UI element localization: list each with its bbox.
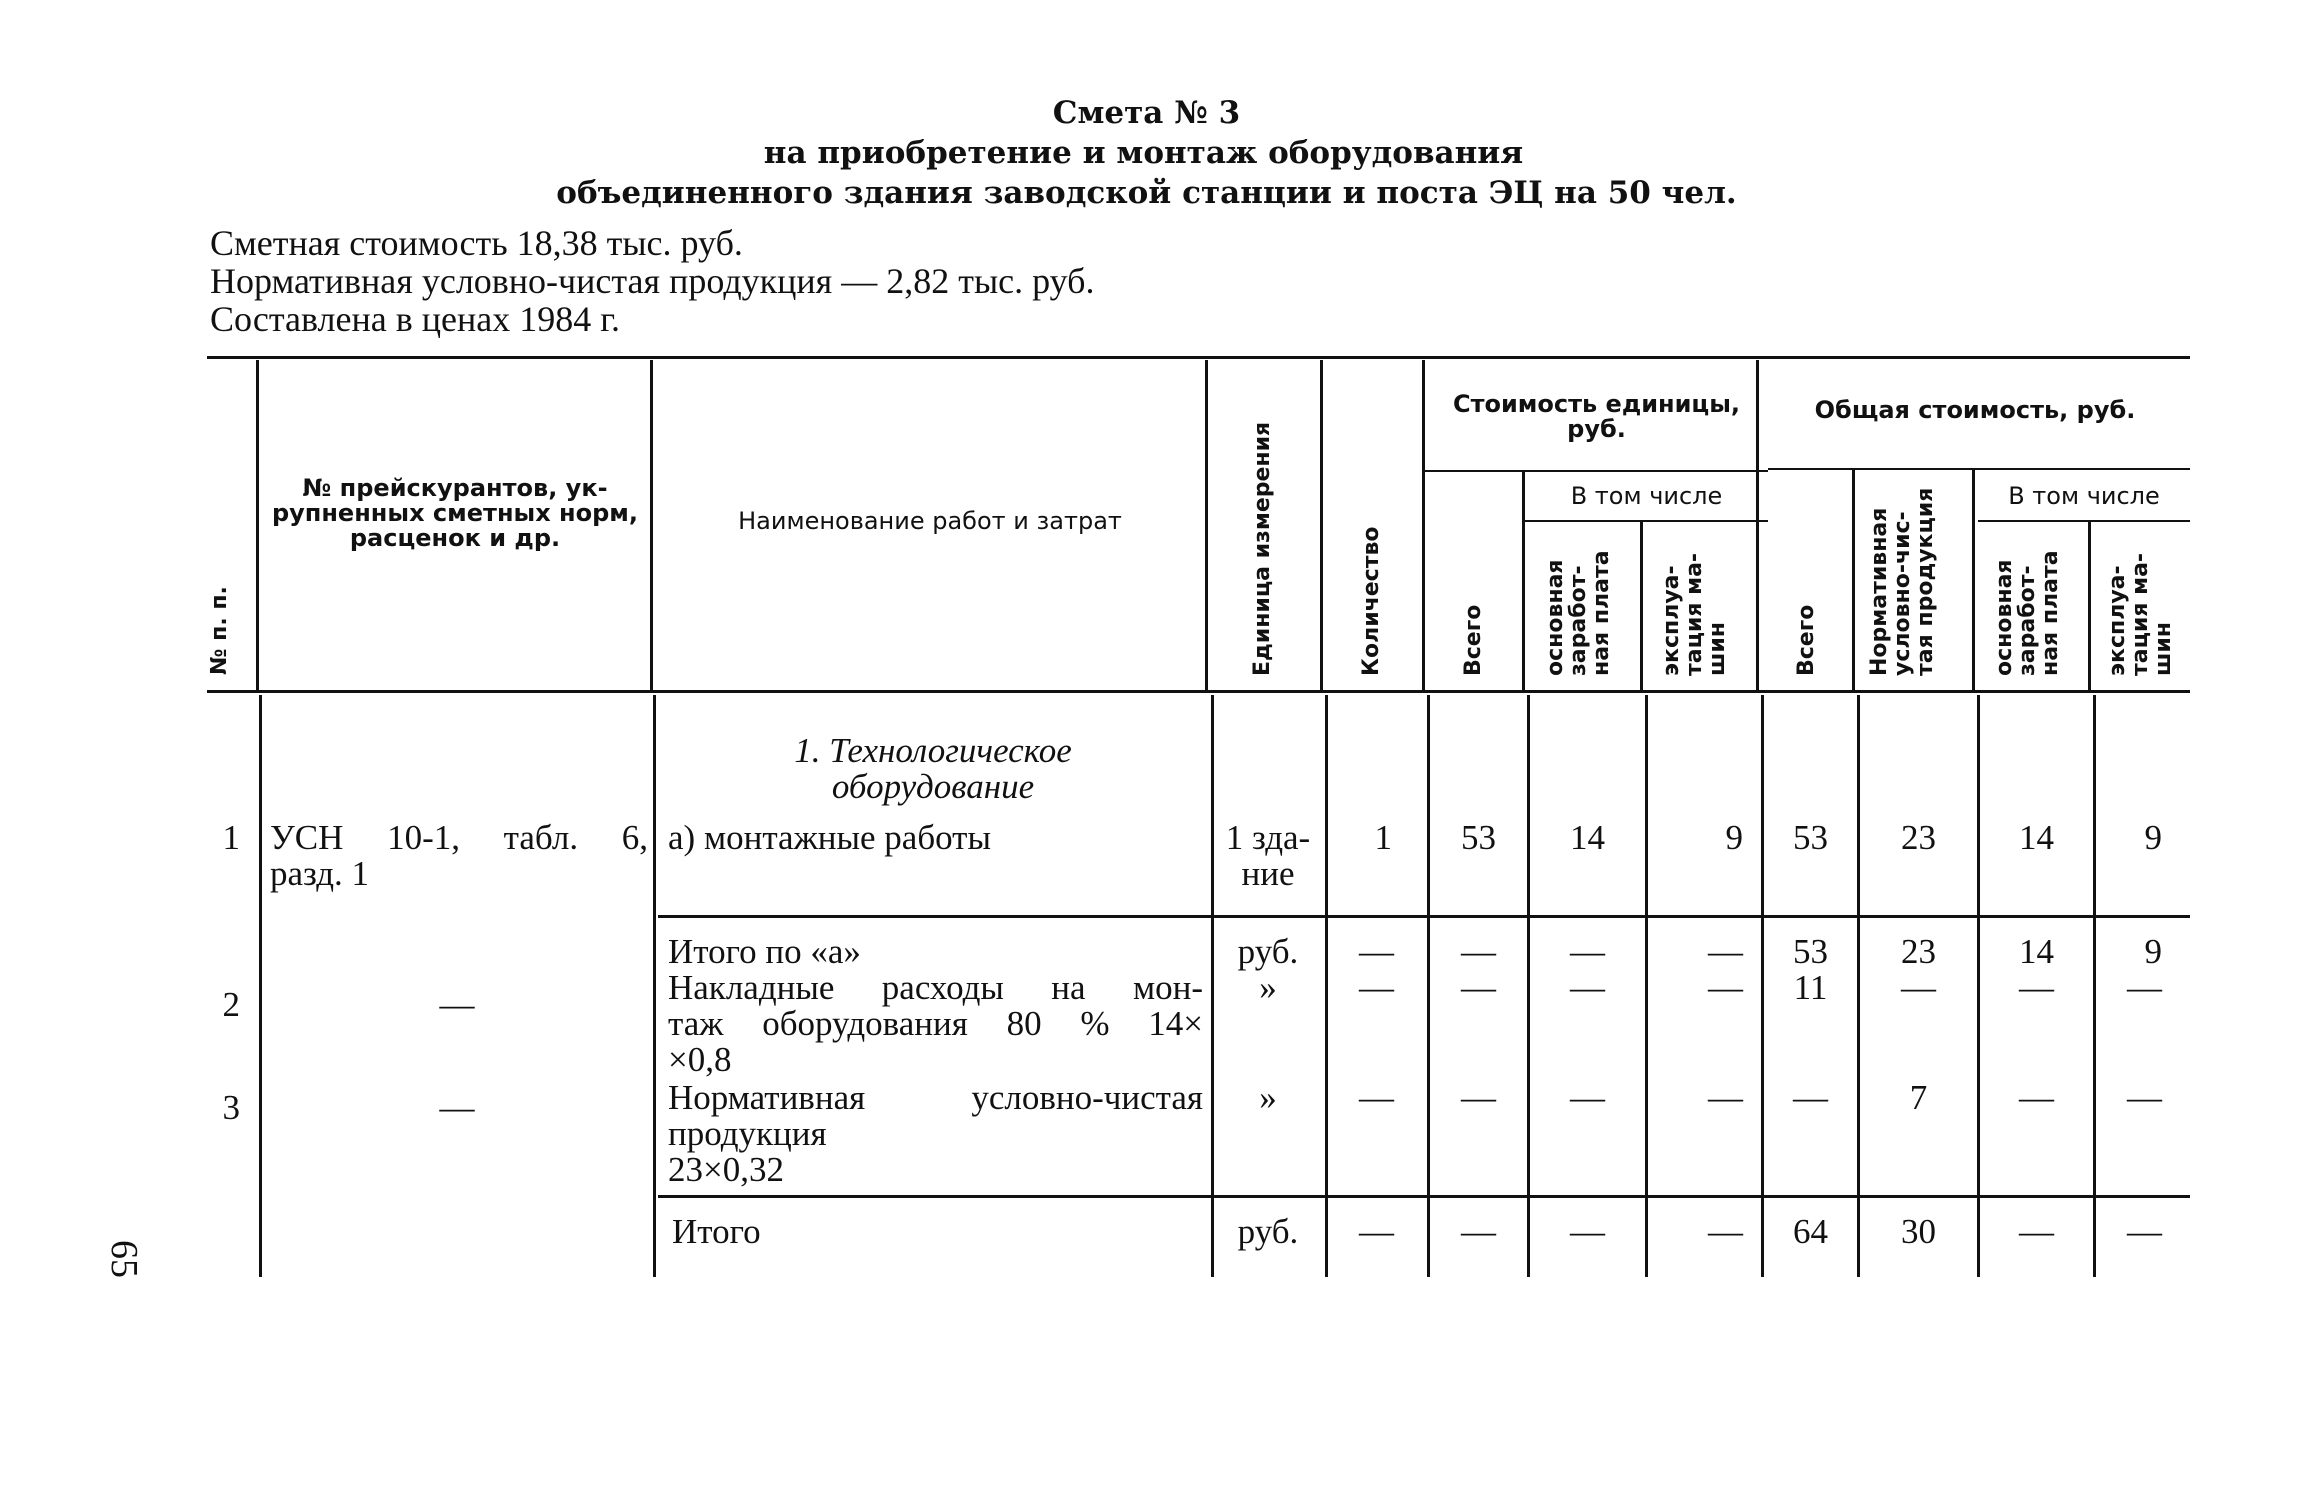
document-subtitle-2: объединенного здания заводской станции и поста ЭЦ на 50 чел. bbox=[556, 175, 1737, 211]
row-t-all: — bbox=[1793, 1078, 1828, 1117]
row-u-wage: — bbox=[1570, 968, 1605, 1007]
row-u-mach: — bbox=[1708, 1078, 1743, 1117]
section-heading: 1. Технологическое оборудование bbox=[794, 731, 1072, 806]
row-u-mach: — bbox=[1708, 1212, 1743, 1251]
row-name: Нормативная условно-чистая продукция 23×0,32 bbox=[668, 1078, 1203, 1189]
header-norms: № прейскурантов, ук- рупненных сметных норм, расценок и др. bbox=[271, 474, 639, 552]
row-u-wage: 14 bbox=[1570, 818, 1605, 857]
row-t-all: 64 bbox=[1793, 1212, 1828, 1251]
header-unit-all: Всего bbox=[1461, 604, 1486, 676]
incl-rule-2 bbox=[1978, 520, 2190, 522]
row-u-mach: — bbox=[1708, 968, 1743, 1007]
header-qty: Количество bbox=[1359, 526, 1384, 676]
header-unit-wage: основная заработ- ная плата bbox=[1543, 550, 1614, 676]
row-name: а) монтажные работы bbox=[668, 818, 991, 857]
header-unit-incl: В том числе bbox=[1570, 482, 1723, 510]
row-qty: 1 bbox=[1374, 818, 1392, 857]
row-t-mach: 9 bbox=[2144, 932, 2162, 971]
row-norm: — bbox=[439, 985, 475, 1024]
row-unit: » bbox=[1259, 968, 1277, 1007]
row-rule-1 bbox=[658, 915, 2190, 918]
row-t-all: 53 bbox=[1793, 818, 1828, 857]
row-norm: УСН 10-1, табл. 6, разд. 1 bbox=[270, 818, 648, 893]
header-total-normative: Нормативная условно-чис- тая продукция bbox=[1867, 487, 1938, 676]
row-qty: — bbox=[1359, 1212, 1394, 1251]
header-num: № п. п. bbox=[207, 586, 232, 675]
normative-production-line: Нормативная условно-чистая продукция — 2,82 тыс. руб. bbox=[210, 261, 1095, 301]
header-total-incl: В том числе bbox=[2008, 482, 2160, 510]
row-num: 2 bbox=[222, 985, 240, 1024]
row-u-mach: — bbox=[1708, 932, 1743, 971]
table-top-rule bbox=[207, 356, 2190, 359]
row-t-all: 53 bbox=[1793, 932, 1828, 971]
document-title: Смета № 3 bbox=[1052, 95, 1241, 131]
row-num: 1 bbox=[222, 818, 240, 857]
row-unit: руб. bbox=[1237, 1212, 1299, 1251]
row-unit: руб. bbox=[1237, 932, 1299, 971]
header-total-wage: основная заработ- ная плата bbox=[1992, 550, 2063, 676]
row-t-norm: 30 bbox=[1901, 1212, 1936, 1251]
estimated-cost-line: Сметная стоимость 18,38 тыс. руб. bbox=[210, 223, 743, 263]
row-t-wage: 14 bbox=[2019, 932, 2054, 971]
row-t-wage: — bbox=[2019, 1212, 2054, 1251]
row-qty: — bbox=[1359, 1078, 1394, 1117]
col-rule-2 bbox=[650, 360, 653, 690]
row-rule-2 bbox=[658, 1195, 2190, 1198]
row-t-wage: — bbox=[2019, 968, 2054, 1007]
row-t-norm: — bbox=[1901, 968, 1936, 1007]
row-t-norm: 23 bbox=[1901, 818, 1936, 857]
row-t-norm: 7 bbox=[1909, 1078, 1928, 1117]
col-rule-7 bbox=[1640, 522, 1643, 690]
row-t-all: 11 bbox=[1793, 968, 1828, 1007]
col-rule-4 bbox=[1320, 360, 1323, 690]
header-unit-machines: эксплуа- тация ма- шин bbox=[1659, 552, 1730, 676]
row-unit: » bbox=[1259, 1078, 1277, 1117]
row-t-mach: 9 bbox=[2144, 818, 2162, 857]
row-u-all: — bbox=[1461, 1078, 1496, 1117]
row-u-wage: — bbox=[1570, 932, 1605, 971]
row-u-all: — bbox=[1461, 1212, 1496, 1251]
header-unit-cost: Стоимость единицы, руб. bbox=[1452, 390, 1741, 443]
col-rule-11 bbox=[2088, 522, 2091, 690]
total-cost-sub-rule bbox=[1768, 468, 2190, 470]
row-u-all: — bbox=[1461, 968, 1496, 1007]
header-total-all: Всего bbox=[1794, 604, 1819, 676]
row-qty: — bbox=[1359, 932, 1394, 971]
row-t-wage: — bbox=[2019, 1078, 2054, 1117]
body-rule-2 bbox=[653, 695, 656, 1277]
row-name: Итого bbox=[672, 1212, 761, 1251]
row-name: Накладные расходы на мон- таж оборудования 80 % 14× ×0,8 bbox=[668, 968, 1203, 1079]
row-t-mach: — bbox=[2127, 968, 2162, 1007]
row-unit: 1 зда- ние bbox=[1225, 818, 1311, 893]
row-u-wage: — bbox=[1570, 1078, 1605, 1117]
row-norm: — bbox=[439, 1088, 475, 1127]
col-rule-10 bbox=[1972, 470, 1975, 690]
document-subtitle-1: на приобретение и монтаж оборудования bbox=[763, 135, 1524, 171]
row-t-mach: — bbox=[2127, 1212, 2162, 1251]
row-t-wage: 14 bbox=[2019, 818, 2054, 857]
row-num: 3 bbox=[222, 1088, 240, 1127]
col-rule-1 bbox=[256, 360, 259, 690]
row-u-wage: — bbox=[1570, 1212, 1605, 1251]
row-u-all: — bbox=[1461, 932, 1496, 971]
row-t-norm: 23 bbox=[1901, 932, 1936, 971]
prices-year-line: Составлена в ценах 1984 г. bbox=[210, 299, 620, 339]
page-number: 65 bbox=[103, 1240, 145, 1278]
row-u-mach: 9 bbox=[1725, 818, 1743, 857]
header-total-cost: Общая стоимость, руб. bbox=[1814, 396, 2136, 424]
row-u-all: 53 bbox=[1461, 818, 1496, 857]
incl-rule-1 bbox=[1525, 520, 1768, 522]
header-name: Наименование работ и затрат bbox=[738, 507, 1122, 535]
header-bottom-rule bbox=[207, 690, 2190, 693]
body-rule-1 bbox=[259, 695, 262, 1277]
header-total-machines: эксплуа- тация ма- шин bbox=[2105, 552, 2176, 676]
header-unit: Единица измерения bbox=[1250, 421, 1275, 676]
row-t-mach: — bbox=[2127, 1078, 2162, 1117]
row-name: Итого по «а» bbox=[668, 932, 861, 971]
row-qty: — bbox=[1359, 968, 1394, 1007]
col-rule-9 bbox=[1852, 470, 1855, 690]
col-rule-3 bbox=[1205, 360, 1208, 690]
unit-cost-sub-rule bbox=[1425, 470, 1768, 472]
